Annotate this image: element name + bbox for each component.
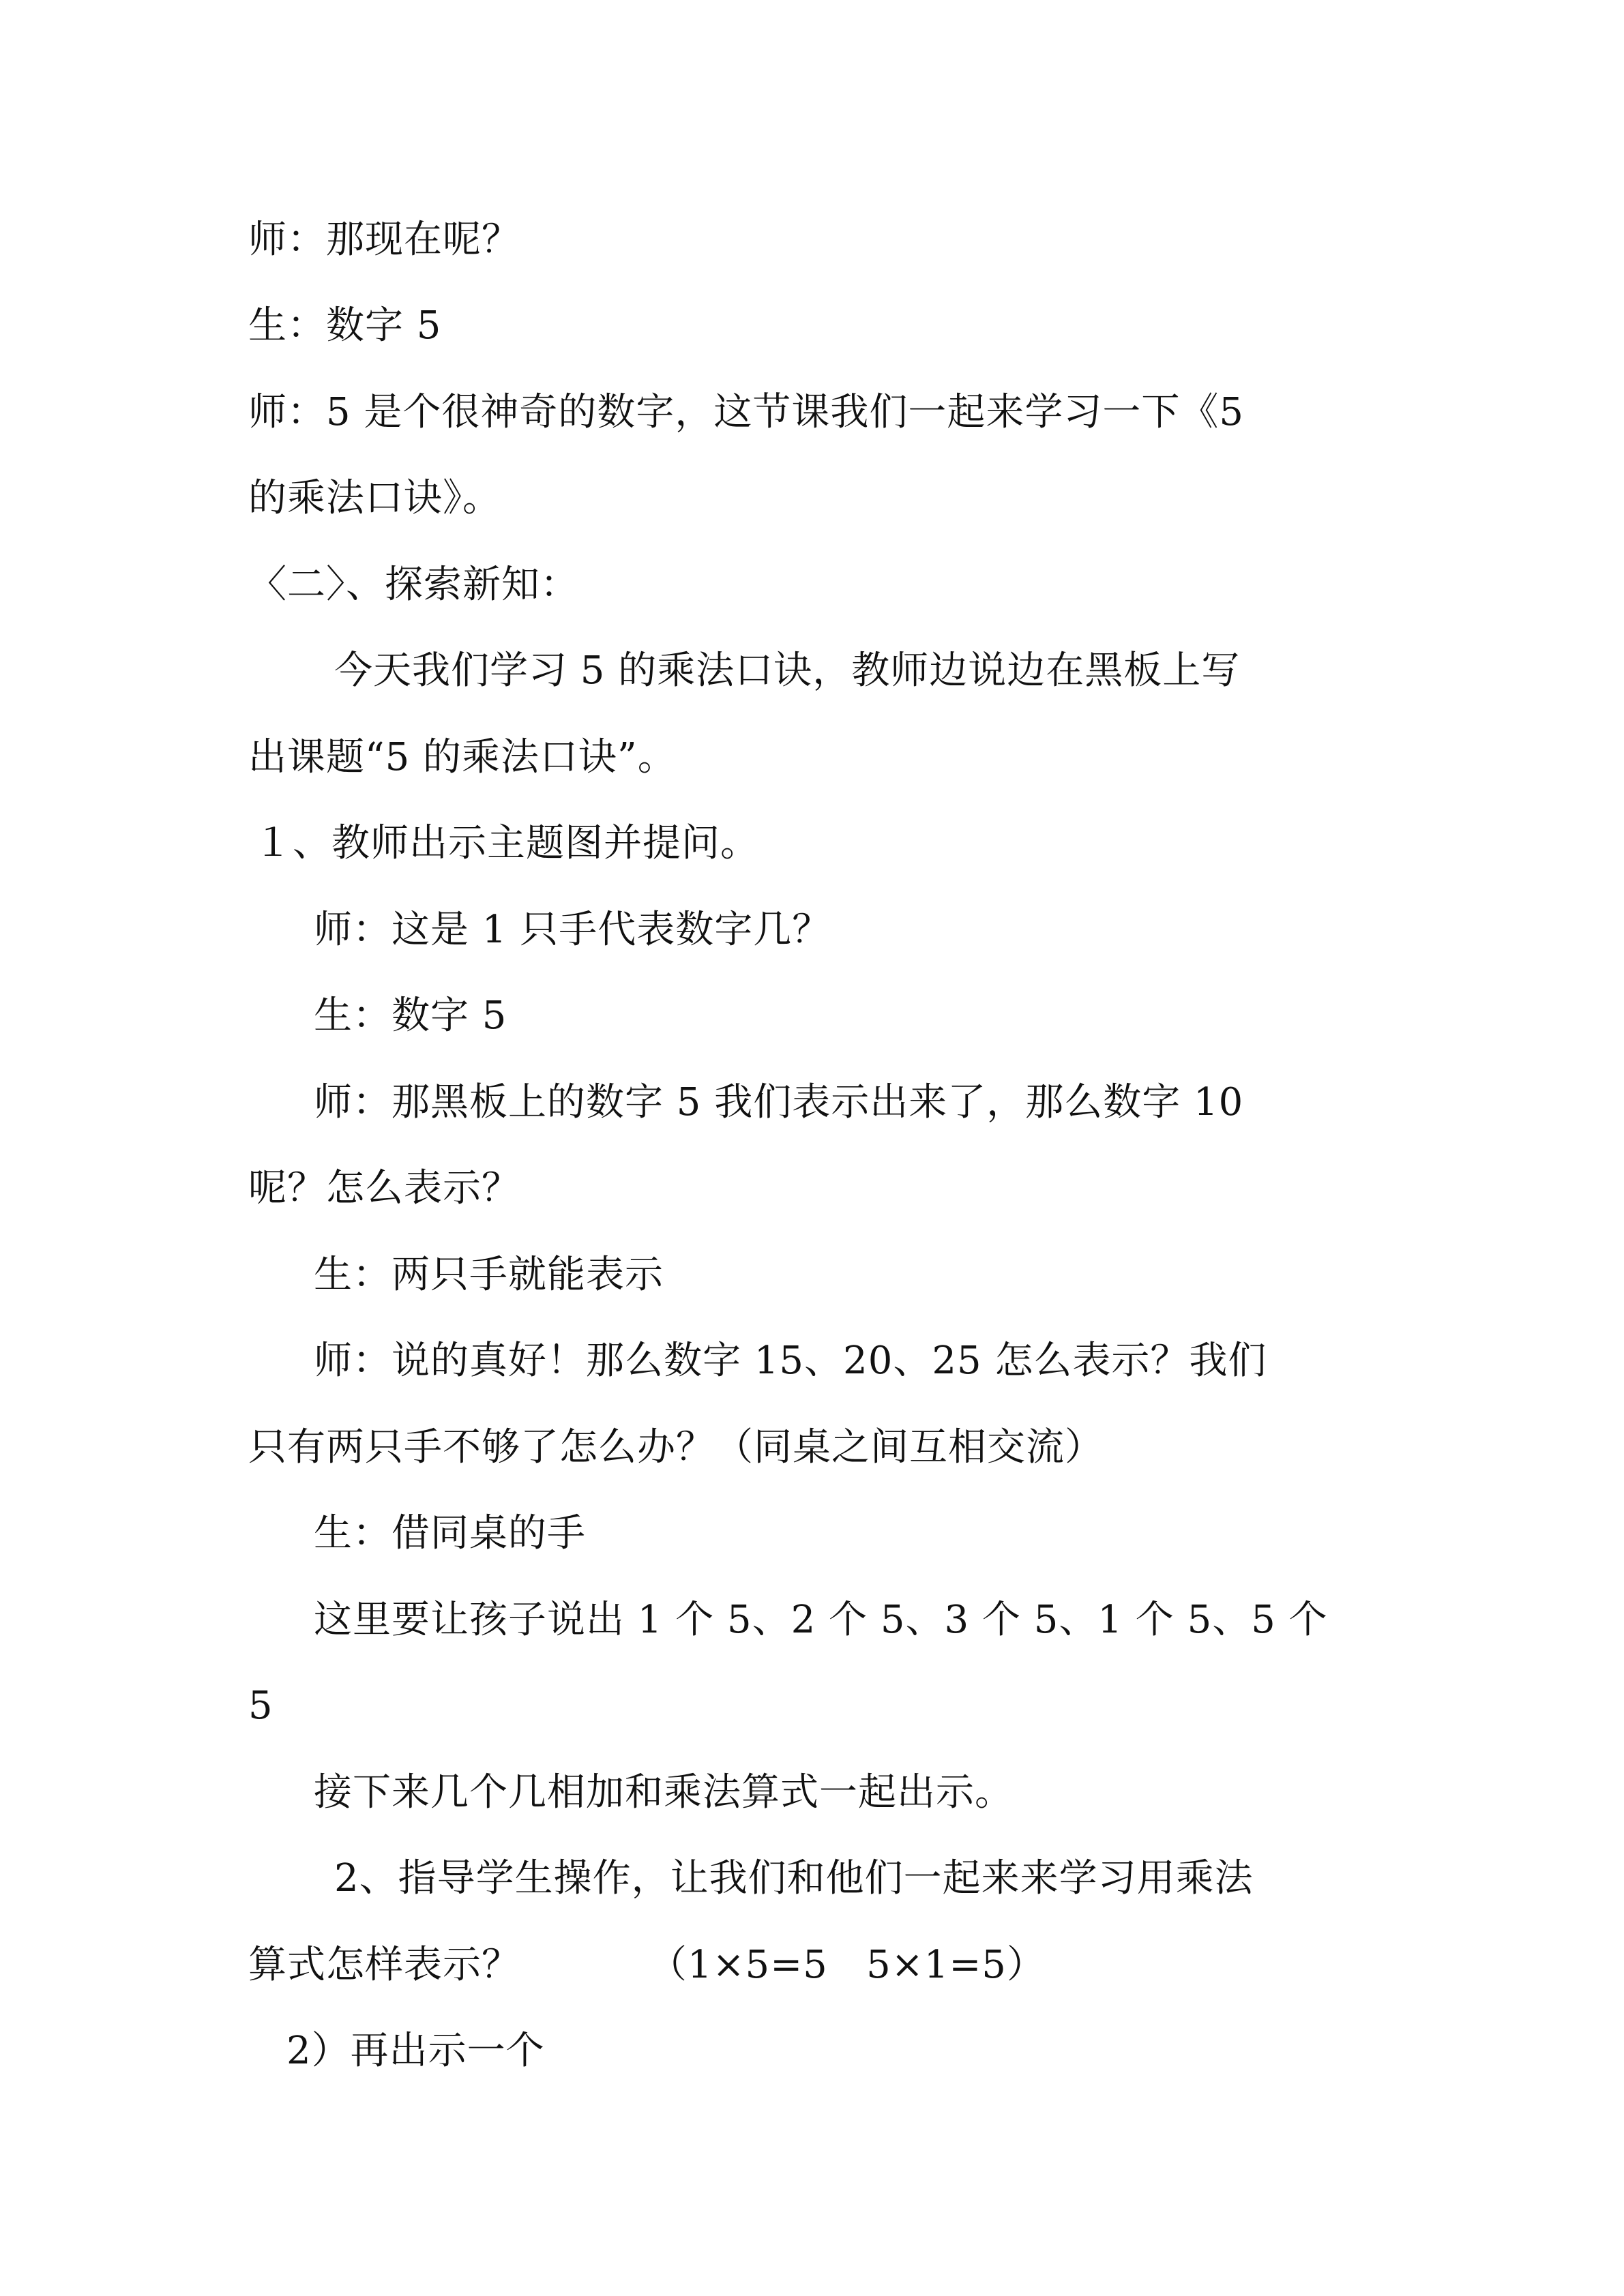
text-line: 生：数字 5 [248,303,442,348]
text-line: 出课题“5 的乘法口诀”。 [248,735,677,779]
text-line: 算式怎样表示？ （1×5=5 5×1=5） [248,1943,1046,1987]
text-line: 生：借同桌的手 [314,1511,586,1555]
text-line: 师：这是 1 只手代表数字几？ [314,908,831,952]
step-heading: 2）再出示一个 [286,2029,545,2073]
text-line: 的乘法口诀》。 [248,476,501,520]
text-line: 师：5 是个很神奇的数字，这节课我们一起来学习一下《5 [248,390,1245,434]
section-heading: 〈二〉、探索新知： [248,563,579,607]
text-line: 师：说的真好！那么数字 15、20、25 怎么表示？我们 [314,1339,1267,1383]
text-line: 师：那黑板上的数字 5 我们表示出来了，那么数字 10 [314,1080,1244,1124]
step-heading: １、教师出示主题图并提问。 [254,821,759,865]
text-line: 今天我们学习 5 的乘法口诀，教师边说边在黑板上写 [334,648,1241,693]
text-line: 接下来几个几相加和乘法算式一起出示。 [314,1770,1014,1815]
text-line: 这里要让孩子说出 1 个 5、2 个 5、3 个 5、1 个 5、5 个 [314,1598,1328,1642]
text-line: 呢？怎么表示？ [248,1166,520,1210]
text-line: 师：那现在呢？ [248,218,520,262]
text-line: 只有两只手不够了怎么办？（同桌之间互相交流） [248,1425,1104,1470]
text-line: 5 [248,1684,274,1728]
text-line: 生：两只手就能表示 [314,1253,664,1297]
step-heading: 2、指导学生操作，让我们和他们一起来来学习用乘法 [334,1856,1254,1900]
text-line: 生：数字 5 [314,994,507,1038]
